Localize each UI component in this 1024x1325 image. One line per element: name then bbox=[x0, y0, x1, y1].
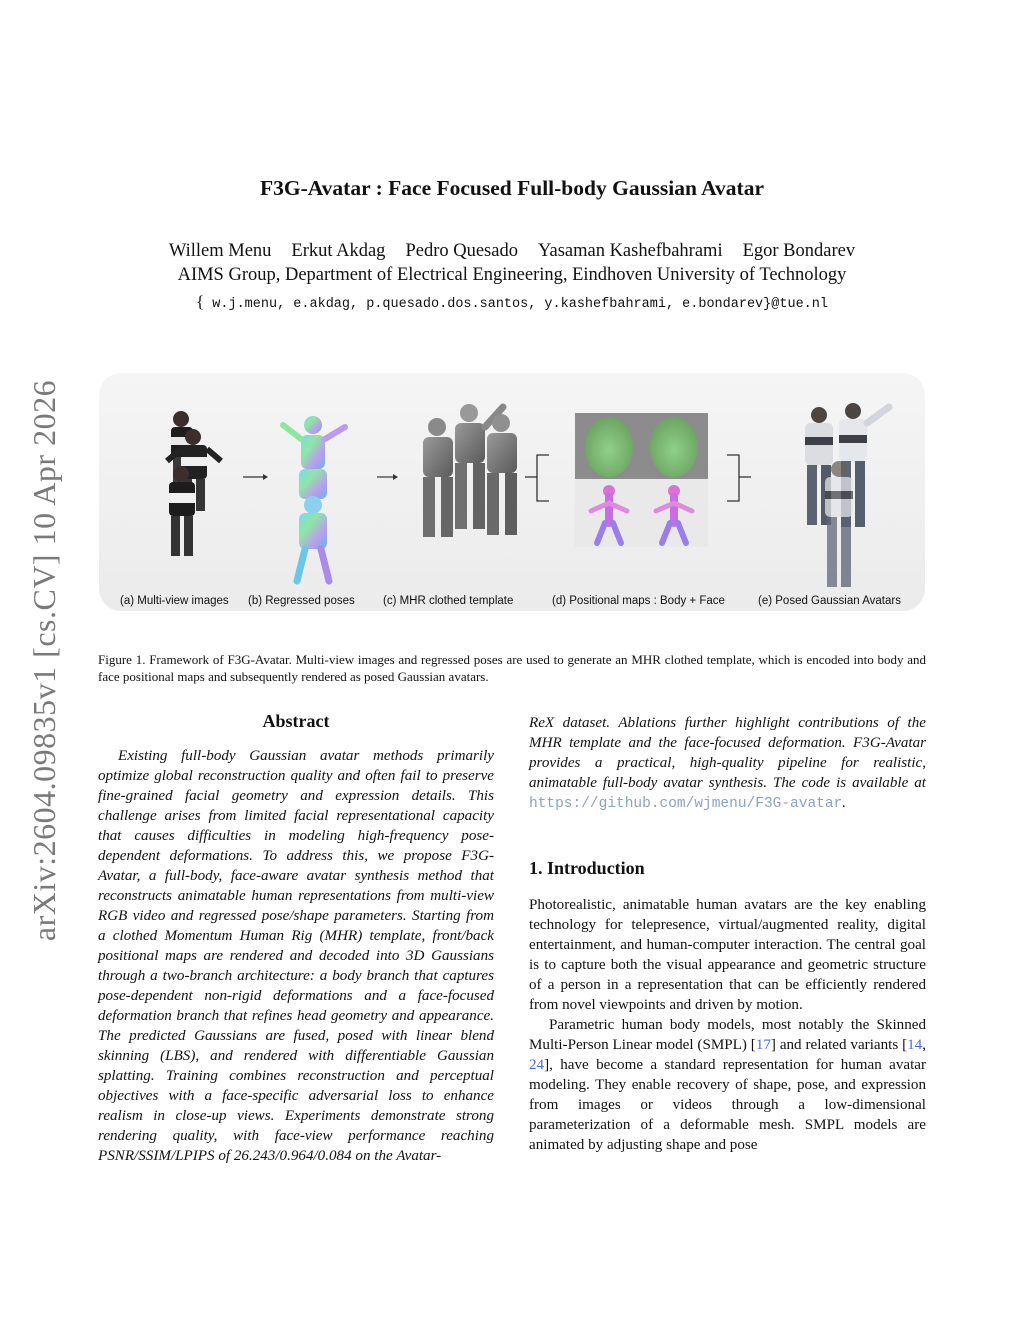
paper-title: F3G-Avatar : Face Focused Full-body Gaussian Avatar bbox=[259, 176, 765, 200]
intro-text: ] and related variants [ bbox=[770, 1037, 908, 1053]
affiliation: AIMS Group, Department of Electrical Engineering, Eindhoven University of Technology bbox=[177, 265, 847, 285]
citation-link[interactable]: 17 bbox=[755, 1037, 771, 1053]
bracket-left-icon bbox=[525, 455, 549, 501]
intro-text: Parametric human body models, most notably the Skinned Multi-Person Linear model (SMPL) [ bbox=[529, 1017, 926, 1053]
figure-label-regressed-poses: (b) Regressed poses bbox=[248, 595, 355, 607]
framework-figure bbox=[99, 373, 925, 611]
email-text: w.j.menu, e.akdag, p.quesado.dos.santos, y.kashefbahrami, e.bondarev}@tue.nl bbox=[204, 297, 828, 312]
introduction-paragraph-1: Photorealistic, animatable human avatars are the key enabling technology for telepresence, virtual/augmented reality, digital entertainment, and human-computer interaction. The central goal is to capture both the visual appearance and geometric structure of a person in a representation that can be efficiently rendered from novel viewpoints and driven by motion. bbox=[529, 897, 926, 1013]
abstract-continuation-text: ReX dataset. Ablations further highlight contributions of the MHR template and the face-focused deformation. F3G-Avatar provides a practical, high-quality pipeline for realistic, animatable full-body avatar synthesis. The code is available at bbox=[529, 715, 926, 791]
abstract-end: . bbox=[842, 795, 847, 811]
author-name: Willem Menu bbox=[168, 241, 272, 261]
author-name: Erkut Akdag bbox=[291, 241, 386, 261]
abstract-text: Existing full-body Gaussian avatar methods primarily optimize global reconstruction quality and often fail to preserve fine-grained facial geometry and expression details. This challenge arises from limited facial representational capacity that causes difficulties in modeling high-frequency pose-dependent deformations. To address this, we propose F3G-Avatar, a full-body, face-aware avatar synthesis method that reconstructs animatable human representations from multi-view RGB video and regressed pose/shape parameters. Starting from a clothed Momentum Human Rig (MHR) template, front/back positional maps are rendered and decoded into 3D Gaussians through a two-branch architecture: a body branch that captures pose-dependent non-rigid deformations and a face-focused deformation branch that refines head geometry and appearance. The predicted Gaussians are fused, posed with linear blend skinning (LBS), and rendered with differentiable Gaussian splatting. Training combines reconstruction and perceptual objectives with a face-specific adversarial loss to enhance realism in close-up views. Experiments demonstrate strong rendering quality, with face-view performance reaching PSNR/SSIM/LPIPS of 26.243/0.964/0.084 on the Avatar- bbox=[98, 748, 494, 1164]
arxiv-id-text: arXiv:2604.09835v1 [cs.CV] 10 Apr 2026 bbox=[26, 379, 63, 941]
author-list bbox=[0, 241, 1024, 262]
arrow-icon bbox=[377, 474, 398, 480]
author-name: Pedro Quesado bbox=[405, 241, 518, 261]
code-link[interactable]: https://github.com/wjmenu/F3G-avatar bbox=[529, 796, 843, 812]
figure-illustration bbox=[99, 373, 925, 611]
positional-maps-image bbox=[575, 413, 708, 547]
email-brace: { bbox=[196, 292, 205, 311]
bracket-right-icon bbox=[727, 455, 751, 501]
figure-label-gaussian-avatars: (e) Posed Gaussian Avatars bbox=[758, 595, 901, 607]
citation-link[interactable]: 24 bbox=[529, 1057, 545, 1073]
left-column bbox=[98, 711, 494, 1166]
abstract-heading: Abstract bbox=[262, 711, 330, 731]
multiview-people-image bbox=[167, 411, 221, 556]
figure-caption: Figure 1. Framework of F3G-Avatar. Multi-view images and regressed poses are used to generate an MHR clothed template, which is encoded into body and face positional maps and subsequently rendered as posed Gaussian avatars. bbox=[98, 652, 926, 684]
figure-label-multiview: (a) Multi-view images bbox=[120, 595, 229, 607]
citation-link[interactable]: 14 bbox=[907, 1037, 923, 1053]
regressed-poses-image bbox=[283, 416, 345, 581]
abstract-continuation bbox=[529, 713, 926, 814]
introduction-paragraph-2 bbox=[529, 1015, 926, 1155]
figure-label-mhr-template: (c) MHR clothed template bbox=[383, 595, 514, 607]
author-name: Yasaman Kashefbahrami bbox=[537, 241, 723, 261]
citation-separator: , bbox=[922, 1037, 926, 1053]
author-emails bbox=[0, 292, 1024, 312]
arrow-icon bbox=[243, 474, 268, 480]
author-name: Egor Bondarev bbox=[742, 241, 856, 261]
mhr-clothed-template-image bbox=[423, 404, 517, 537]
figure-label-positional-maps: (d) Positional maps : Body + Face bbox=[552, 595, 725, 607]
introduction-heading: 1. Introduction bbox=[529, 858, 645, 878]
right-column bbox=[529, 713, 926, 1155]
posed-gaussian-avatars-image bbox=[805, 403, 889, 587]
arxiv-side-identifier bbox=[20, 365, 70, 955]
intro-text: ], have become a standard representation for human avatar modeling. They enable recovery of shape, pose, and expression from images or videos through a low-dimensional parameterization of a deformable mesh. SMPL models are animated by adjusting shape and pose bbox=[529, 1057, 926, 1153]
